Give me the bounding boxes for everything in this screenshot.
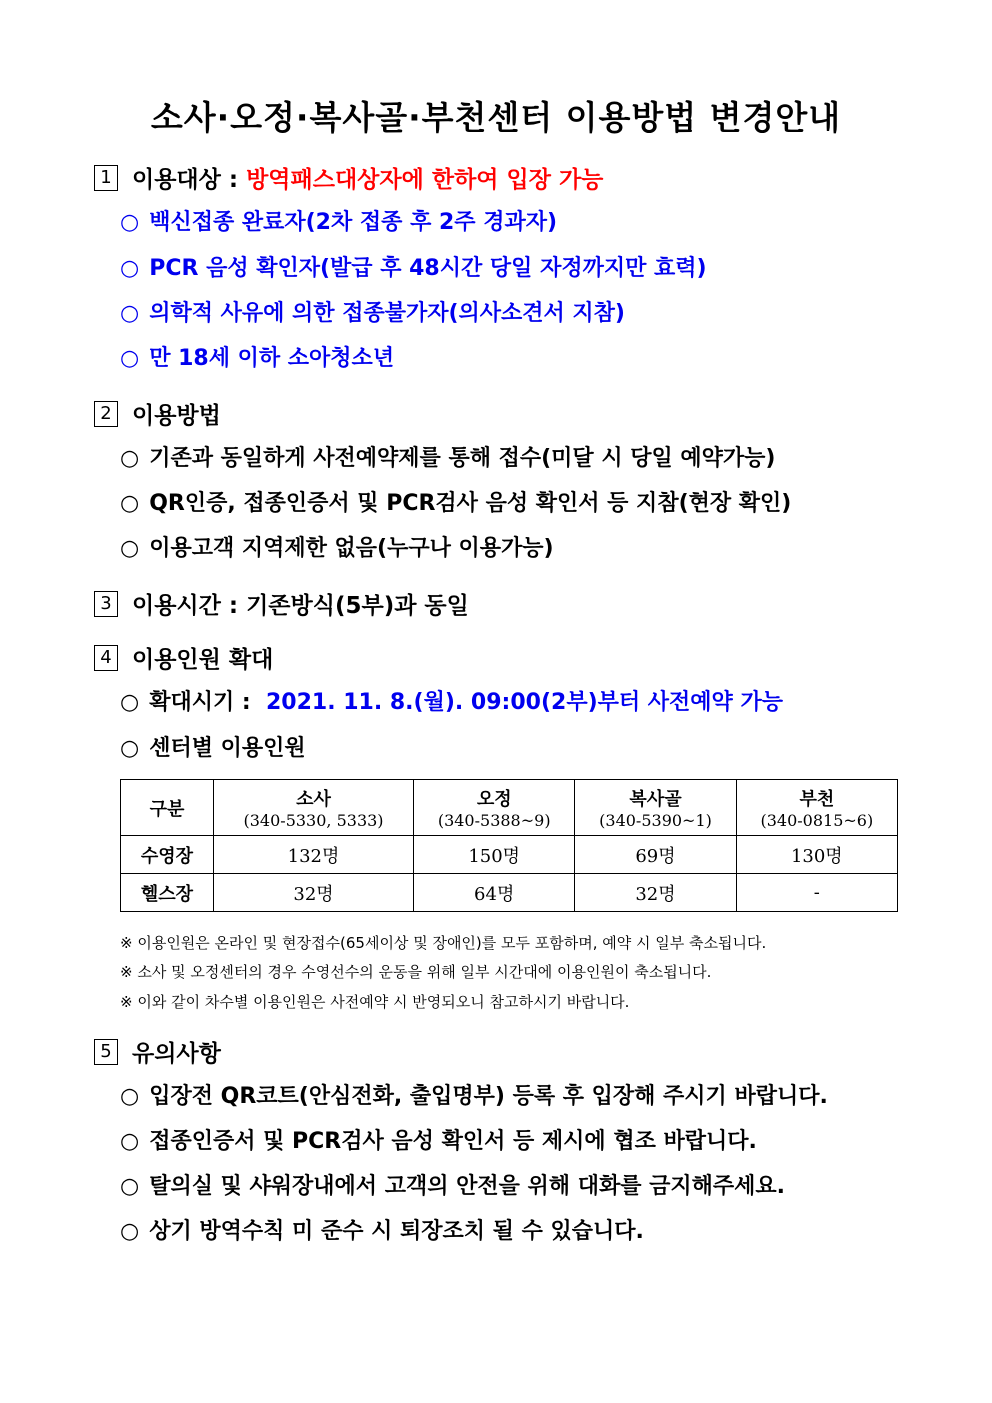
section-3-heading: [94, 587, 469, 620]
section-4-heading: [94, 641, 273, 674]
section-label: 이용방법: [132, 403, 221, 429]
table-column-header: 부천 (340-0815~6): [736, 780, 897, 836]
list-item: ○ 상기 방역수칙 미 준수 시 퇴장조치 될 수 있습니다.: [120, 1219, 644, 1244]
list-item: ○ 입장전 QR코트(안심전화, 출입명부) 등록 후 입장해 주시기 바랍니다.: [120, 1084, 828, 1109]
list-item: ○ 만 18세 이하 소아청소년: [120, 346, 395, 371]
section-label: 유의사항: [132, 1041, 221, 1067]
table-cell: 64명: [414, 874, 575, 912]
row-label: 헬스장: [121, 874, 214, 912]
page-title: 소사·오정·복사골·부천센터 이용방법 변경안내: [150, 98, 842, 137]
table-column-header: 오정 (340-5388~9): [414, 780, 575, 836]
note: ※ 소사 및 오정센터의 경우 수영선수의 운동을 위해 일부 시간대에 이용인원이 축소됩니다.: [120, 963, 712, 981]
section-1-heading: [94, 161, 603, 194]
list-item: ○ PCR 음성 확인자(발급 후 48시간 당일 자정까지만 효력): [120, 256, 707, 281]
capacity-table: [120, 779, 898, 912]
section-2-heading: [94, 397, 221, 430]
table-cell: 132명: [214, 836, 414, 874]
list-item: ○ 기존과 동일하게 사전예약제를 통해 접수(미달 시 당일 예약가능): [120, 446, 776, 471]
note: ※ 이와 같이 차수별 이용인원은 사전예약 시 반영되오니 참고하시기 바랍니다.: [120, 993, 630, 1011]
table-cell: 150명: [414, 836, 575, 874]
table-row: [121, 836, 898, 874]
section-number: 5: [94, 1039, 118, 1065]
list-item: ○ 백신접종 완료자(2차 접종 후 2주 경과자): [120, 210, 558, 235]
table-cell: 32명: [214, 874, 414, 912]
list-item: ○ QR인증, 접종인증서 및 PCR검사 음성 확인서 등 지참(현장 확인): [120, 491, 792, 516]
section-5-heading: [94, 1035, 221, 1068]
table-cell: 32명: [575, 874, 736, 912]
expansion-date-value: 2021. 11. 8.(월). 09:00(2부)부터 사전예약 가능: [266, 690, 783, 715]
list-item: ○ 이용고객 지역제한 없음(누구나 이용가능): [120, 536, 554, 561]
note: ※ 이용인원은 온라인 및 현장접수(65세이상 및 장애인)를 모두 포함하며, 예약 시 일부 축소됩니다.: [120, 934, 767, 952]
section-label: 이용대상 :: [132, 167, 239, 193]
section-number: 4: [94, 645, 118, 671]
table-row: [121, 874, 898, 912]
list-item: ○ 의학적 사유에 의한 접종불가자(의사소견서 지참): [120, 301, 625, 326]
list-item: ○ 센터별 이용인원: [120, 736, 306, 761]
table-cell: 130명: [736, 836, 897, 874]
section-number: 1: [94, 165, 118, 191]
list-item: ○ 탈의실 및 샤워장내에서 고객의 안전을 위해 대화를 금지해주세요.: [120, 1174, 785, 1199]
section-label: 이용시간 : 기존방식(5부)과 동일: [132, 593, 469, 619]
section-label: 이용인원 확대: [132, 647, 274, 673]
table-column-header: 소사 (340-5330, 5333): [214, 780, 414, 836]
section-number: 2: [94, 401, 118, 427]
table-cell: 69명: [575, 836, 736, 874]
list-item: ○ 접종인증서 및 PCR검사 음성 확인서 등 제시에 협조 바랍니다.: [120, 1129, 757, 1154]
table-column-header: 복사골 (340-5390~1): [575, 780, 736, 836]
list-item-expansion-date: ○ 확대시기 : 2021. 11. 8.(월). 09:00(2부)부터 사전예약 가능: [120, 690, 783, 715]
section-number: 3: [94, 591, 118, 617]
table-corner: 구분: [121, 780, 214, 836]
table-cell: -: [736, 874, 897, 912]
row-label: 수영장: [121, 836, 214, 874]
table-header-row: [121, 780, 898, 836]
section-highlight: 방역패스대상자에 한하여 입장 가능: [246, 167, 604, 193]
